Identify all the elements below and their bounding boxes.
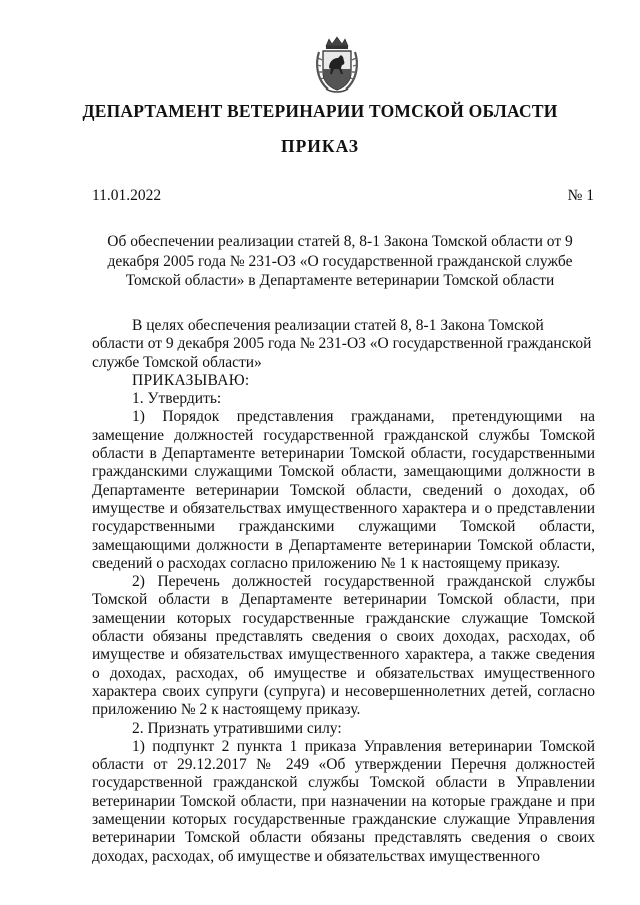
preamble-paragraph: В целях обеспечения реализации статей 8, 8-1 Закона Томской области от 9 декабря 2005 года № 231-ОЗ «О государственной гражданской службе Томской области» xyxy=(92,317,592,371)
coat-of-arms-icon xyxy=(314,36,360,94)
order-subject: Об обеспечении реализации статей 8, 8-1 Закона Томской области от 9 декабря 2005 года № 231-ОЗ «О государственной гражданской службе Томской области» в Департаменте ветеринарии Томской области xyxy=(107,233,573,289)
order-number: № 1 xyxy=(567,187,594,204)
order-body xyxy=(92,317,595,866)
department-title: ДЕПАРТАМЕНТ ВЕТЕРИНАРИИ ТОМСКОЙ ОБЛАСТИ xyxy=(82,101,558,121)
decree-word: ПРИКАЗЫВАЮ: xyxy=(132,371,250,389)
order-date: 11.01.2022 xyxy=(92,187,162,204)
item-2-1-paragraph: 1) подпункт 2 пункта 1 приказа Управления ветеринарии Томской области от 29.12.2017 № 249 «Об утверждении Перечня должностей государственной гражданской службы Томской области в Управлении ветеринарии Томской области, при назначении на которые граждане и при замещении которых государственные гражданские служащие Управления ветеринарии Томской области обязаны представлять сведения о своих доходах, расходах, об имуществе и обязательствах имущественного xyxy=(92,737,595,865)
item-2-heading: 2. Признать утратившими силу: xyxy=(132,719,342,737)
item-1-2-paragraph: 2) Перечень должностей государственной гражданской службы Томской области в Департаменте ветеринарии Томской области, при замещении которых государственные гражданские служащие Томской области обязаны представлять сведения о своих доходах, расходах, об имуществе и обязательствах имущественного характера, а также сведения о доходах, расходах, об имуществе и обязательствах имущественного характера своих супруги (супруга) и несовершеннолетних детей, согласно приложению № 2 к настоящему приказу. xyxy=(92,573,595,719)
item-1-heading: 1. Утвердить: xyxy=(132,390,222,408)
document-type-title: ПРИКАЗ xyxy=(280,136,360,156)
item-1-1-paragraph: 1) Порядок представления гражданами, претендующими на замещение должностей государственной гражданской службы Томской области в Департаменте ветеринарии Томской области, государственными гражданскими служащими Томской области, замещающими должности в Департаменте ветеринарии Томской области, сведений о доходах, об имуществе и обязательствах имущественного характера и о представлении государственными гражданскими служащими Томской области, замещающими должности в Департаменте ветеринарии Томской области, сведений о расходах согласно приложению № 1 к настоящему приказу. xyxy=(92,408,595,572)
